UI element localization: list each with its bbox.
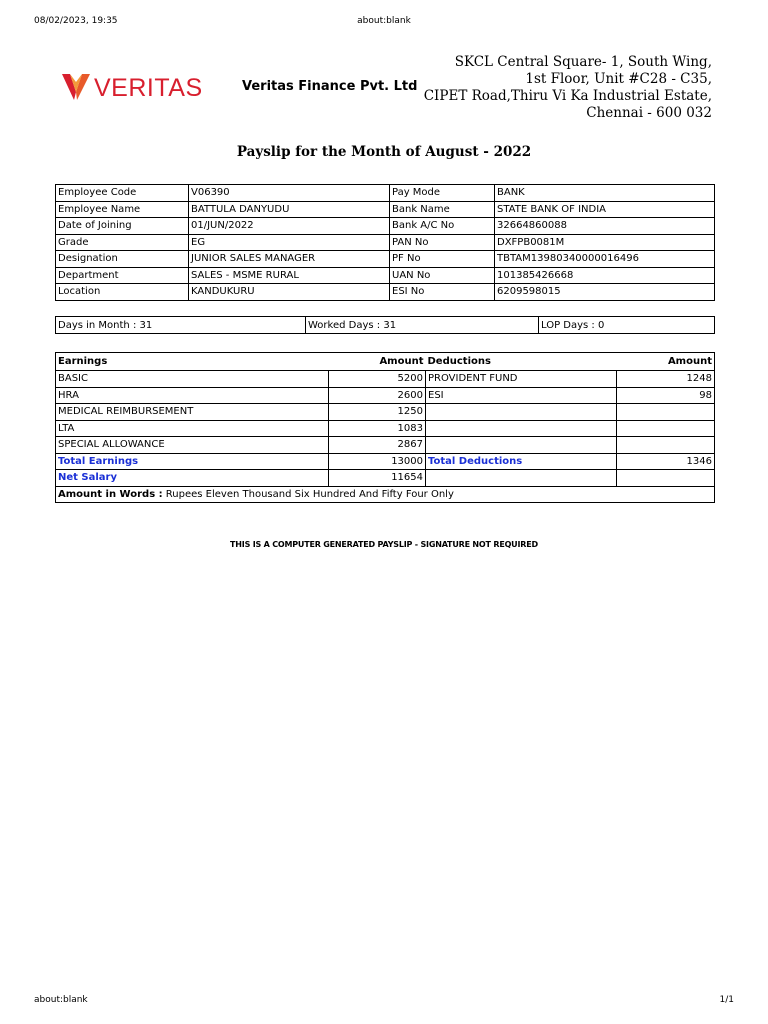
field-label: Bank Name [390,201,495,218]
deductions-amount-header: Amount [617,353,715,371]
field-value: TBTAM13980340000016496 [495,251,715,268]
field-value: 101385426668 [495,267,715,284]
field-value: DXFPB0081M [495,234,715,251]
earning-label: LTA [56,420,329,437]
earning-amount: 2867 [329,437,426,454]
field-value: SALES - MSME RURAL [189,267,390,284]
company-name: Veritas Finance Pvt. Ltd [242,79,418,94]
total-deductions-amount: 1346 [617,453,715,470]
address-line: Chennai - 600 032 [586,105,712,121]
deduction-label: PROVIDENT FUND [426,371,617,388]
earning-label: HRA [56,387,329,404]
field-value: EG [189,234,390,251]
field-label: UAN No [390,267,495,284]
company-address [424,54,712,122]
amount-in-words [56,486,715,503]
deduction-amount [617,437,715,454]
attendance-table [55,316,715,334]
address-line: CIPET Road,Thiru Vi Ka Industrial Estate, [423,88,712,104]
field-label: Designation [56,251,189,268]
field-label: Employee Code [56,185,189,202]
field-label: Employee Name [56,201,189,218]
net-salary-amount: 11654 [329,470,426,487]
salary-table [55,352,715,503]
field-value: V06390 [189,185,390,202]
logo-text: VERITAS [94,73,203,102]
earning-amount: 2600 [329,387,426,404]
days-in-month: Days in Month : 31 [56,317,306,334]
table-row [56,284,715,301]
table-row [56,185,715,202]
amount-in-words-label: Amount in Words : [58,488,163,500]
total-earnings-label: Total Earnings [56,453,329,470]
deduction-amount [617,420,715,437]
total-deductions-label: Total Deductions [426,453,617,470]
empty-cell [617,470,715,487]
field-label: Bank A/C No [390,218,495,235]
deduction-amount: 98 [617,387,715,404]
veritas-logo [62,72,203,104]
field-value: BANK [495,185,715,202]
payslip-title: Payslip for the Month of August - 2022 [236,144,532,160]
table-row [56,437,715,454]
field-value: KANDUKURU [189,284,390,301]
table-row [56,317,715,334]
table-row [56,251,715,268]
table-row [56,218,715,235]
deduction-label [426,420,617,437]
worked-days: Worked Days : 31 [306,317,539,334]
deduction-amount [617,404,715,421]
earnings-amount-header: Amount [329,353,426,371]
totals-row [56,453,715,470]
field-label: Pay Mode [390,185,495,202]
total-earnings-amount: 13000 [329,453,426,470]
print-page-count: 1/1 [719,995,734,1005]
address-line: 1st Floor, Unit #C28 - C35, [525,71,712,87]
table-row [56,420,715,437]
earning-amount: 1083 [329,420,426,437]
deduction-label [426,404,617,421]
table-row [56,201,715,218]
field-label: Date of Joining [56,218,189,235]
employee-details-table [55,184,715,301]
field-label: ESI No [390,284,495,301]
computer-generated-note: THIS IS A COMPUTER GENERATED PAYSLIP - SIGNATURE NOT REQUIRED [230,540,538,549]
table-row [56,267,715,284]
field-label: PF No [390,251,495,268]
table-row [56,234,715,251]
earning-label: SPECIAL ALLOWANCE [56,437,329,454]
earning-label: BASIC [56,371,329,388]
earning-amount: 5200 [329,371,426,388]
veritas-v-icon [62,72,90,104]
print-datetime: 08/02/2023, 19:35 [34,16,118,26]
salary-header-row [56,353,715,371]
field-value: BATTULA DANYUDU [189,201,390,218]
field-value: 6209598015 [495,284,715,301]
empty-cell [426,470,617,487]
net-salary-label: Net Salary [56,470,329,487]
earnings-header: Earnings [56,353,329,371]
earning-label: MEDICAL REIMBURSEMENT [56,404,329,421]
field-label: PAN No [390,234,495,251]
field-label: Location [56,284,189,301]
print-footer-url: about:blank [34,995,88,1005]
net-salary-row [56,470,715,487]
field-value: STATE BANK OF INDIA [495,201,715,218]
field-value: JUNIOR SALES MANAGER [189,251,390,268]
amount-in-words-value: Rupees Eleven Thousand Six Hundred And Fifty Four Only [162,488,454,500]
lop-days: LOP Days : 0 [539,317,715,334]
field-label: Grade [56,234,189,251]
deduction-label [426,437,617,454]
amount-in-words-row [56,486,715,503]
address-line: SKCL Central Square- 1, South Wing, [454,54,712,70]
field-label: Department [56,267,189,284]
table-row [56,387,715,404]
print-page-title: about:blank [357,16,411,26]
field-value: 32664860088 [495,218,715,235]
deduction-label: ESI [426,387,617,404]
table-row [56,404,715,421]
field-value: 01/JUN/2022 [189,218,390,235]
table-row [56,371,715,388]
deductions-header: Deductions [426,353,617,371]
deduction-amount: 1248 [617,371,715,388]
earning-amount: 1250 [329,404,426,421]
